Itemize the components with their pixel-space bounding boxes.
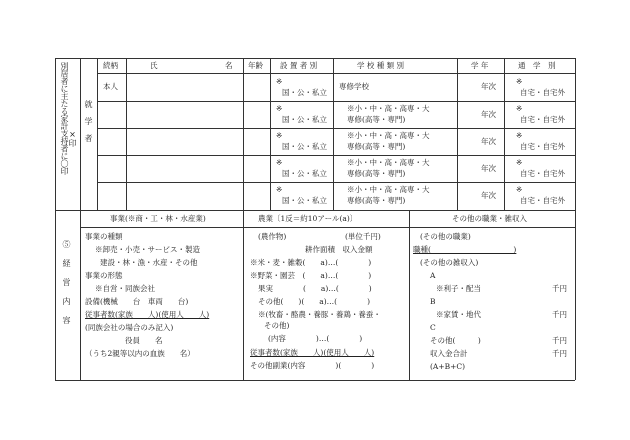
commute-options: 自宅・自宅外 [520, 196, 565, 205]
ownership-mark: ※ [276, 158, 283, 167]
year-unit: 年次 [481, 82, 496, 91]
column-border [126, 58, 127, 210]
commute-mark: ※ [516, 185, 523, 194]
column-border [333, 58, 334, 210]
year-unit: 年次 [481, 110, 496, 119]
commute-options: 自宅・自宅外 [520, 115, 565, 124]
commute-mark: ※ [516, 77, 523, 86]
other-crop-row: その他( )( a)…( ) [258, 297, 371, 306]
side-column-border [80, 58, 81, 380]
school-type-specialized: 専修学校 [339, 82, 369, 91]
school-types-line2: 専修(高等・専門) [347, 142, 406, 151]
separate-resident-x-label: ×印 [68, 130, 77, 147]
ownership-mark: ※ [276, 77, 283, 86]
commute-mark: ※ [516, 104, 523, 113]
table-right-border [575, 58, 576, 380]
other-jobs-label: (その他の職業) [420, 232, 471, 241]
section-divider [409, 210, 410, 380]
separate-resident-label: 別居者に主たる家計支持者に〇印 [60, 62, 69, 175]
vegetable-row: ※野菜・園芸 ( a)…( ) [250, 271, 372, 280]
school-types-line1: ※小・中・高・高専・大 [347, 104, 430, 113]
student-label: 就学者 [84, 100, 93, 151]
business-type-options-1: ※卸売・小売・サービス・製造 [95, 245, 200, 254]
year-unit: 年次 [481, 137, 496, 146]
ownership-options: 国・公・私立 [282, 142, 327, 151]
commute-options: 自宅・自宅外 [520, 142, 565, 151]
school-types-line1: ※小・中・高・高専・大 [347, 131, 430, 140]
agriculture-workers-field: 従事者数(家族 人)(使用人 人) [250, 348, 375, 357]
unit-label: (単位千円) [345, 232, 381, 241]
ownership-mark: ※ [276, 185, 283, 194]
management-label: ⑤経営内容 [62, 240, 71, 335]
ownership-options: 国・公・私立 [282, 88, 327, 97]
school-types-line1: ※小・中・高・高専・大 [347, 158, 430, 167]
rent-label: ※家賃・地代 [436, 310, 481, 319]
total-income-unit: 千円 [552, 349, 567, 358]
livestock-row: ※(牧畜・酪農・養豚・養鶏・養蚕・ [258, 310, 381, 319]
interest-unit: 千円 [552, 284, 567, 293]
col-ownership: 設 置 者 別 [280, 61, 318, 70]
ownership-options: 国・公・私立 [282, 115, 327, 124]
business-workers-field: 従事者数(家族 人)(使用人 人) [85, 310, 210, 319]
fruit-row: 果実 ( a)…( ) [258, 284, 372, 293]
misc-income-label: (その他の雑収入) [420, 258, 479, 267]
col-relation: 続柄 [103, 61, 118, 70]
family-company-note: (同族会社の場合のみ記入) [85, 323, 174, 332]
table-left-border [55, 58, 56, 380]
section-border [55, 210, 575, 211]
col-age: 年齢 [248, 61, 263, 70]
equipment-field: 設備(機械 台 車両 台) [85, 297, 189, 306]
area-income-header: 耕作面積 収入金額 [305, 245, 373, 254]
misc-other-label: その他( ) [430, 336, 481, 345]
misc-other-unit: 千円 [552, 336, 567, 345]
item-b-label: B [430, 297, 436, 306]
col-year: 学 年 [471, 61, 489, 70]
business-type-label: 事業の種類 [85, 232, 123, 241]
col-school-type: 学 校 種 類 別 [357, 61, 405, 70]
col-name: 氏 名 [150, 61, 233, 70]
column-border [243, 58, 244, 210]
ownership-mark: ※ [276, 131, 283, 140]
relation-self: 本人 [103, 82, 118, 91]
total-income-label: 収入金合計 [430, 349, 468, 358]
business-section-header: 事業(※商・工・林・水産業) [110, 214, 206, 223]
livestock-row-2: その他) [264, 321, 290, 330]
commute-mark: ※ [516, 158, 523, 167]
section-header-border [80, 227, 575, 228]
column-border [270, 58, 271, 210]
commute-options: 自宅・自宅外 [520, 88, 565, 97]
section-divider [243, 210, 244, 380]
commute-options: 自宅・自宅外 [520, 169, 565, 178]
ownership-options: 国・公・私立 [282, 196, 327, 205]
school-types-line1: ※小・中・高・高専・大 [347, 185, 430, 194]
business-form-label: 事業の形態 [85, 271, 123, 280]
table-bottom-border [55, 380, 575, 381]
other-section-header: その他の職業・雑収入 [452, 214, 527, 223]
officers-field: 役員 名 [125, 336, 163, 345]
year-unit: 年次 [481, 164, 496, 173]
crops-label: (農作物) [258, 232, 287, 241]
ownership-mark: ※ [276, 104, 283, 113]
school-types-line2: 専修(高等・専門) [347, 196, 406, 205]
relatives-field: （うち2親等以内の血族 名） [85, 349, 195, 358]
school-types-line2: 専修(高等・専門) [347, 169, 406, 178]
interest-label: ※利子・配当 [436, 284, 481, 293]
ownership-options: 国・公・私立 [282, 169, 327, 178]
item-c-label: C [430, 323, 436, 332]
agriculture-section-header: 農業〔1反＝約10アール(a)〕 [258, 214, 358, 223]
column-border [504, 58, 505, 210]
job-type-field: 職種( ) [413, 245, 517, 254]
school-types-line2: 専修(高等・専門) [347, 115, 406, 124]
year-unit: 年次 [481, 191, 496, 200]
business-type-options-2: 建設・林・漁・水産・その他 [100, 258, 198, 267]
business-form-options: ※自営・同族会社 [95, 284, 155, 293]
student-column-border [97, 58, 98, 210]
total-formula: (A+B+C) [430, 362, 466, 371]
column-border [457, 58, 458, 210]
table-top-border [55, 58, 575, 59]
livestock-content-row: (内容 )…( ) [268, 334, 363, 343]
rice-row: ※米・麦・雑穀( a)…( ) [250, 258, 372, 267]
item-a-label: A [430, 271, 436, 280]
commute-mark: ※ [516, 131, 523, 140]
rent-unit: 千円 [552, 310, 567, 319]
side-job-field: その他副業(内容 )( ) [250, 361, 375, 370]
col-commute: 通 学 別 [518, 61, 556, 70]
